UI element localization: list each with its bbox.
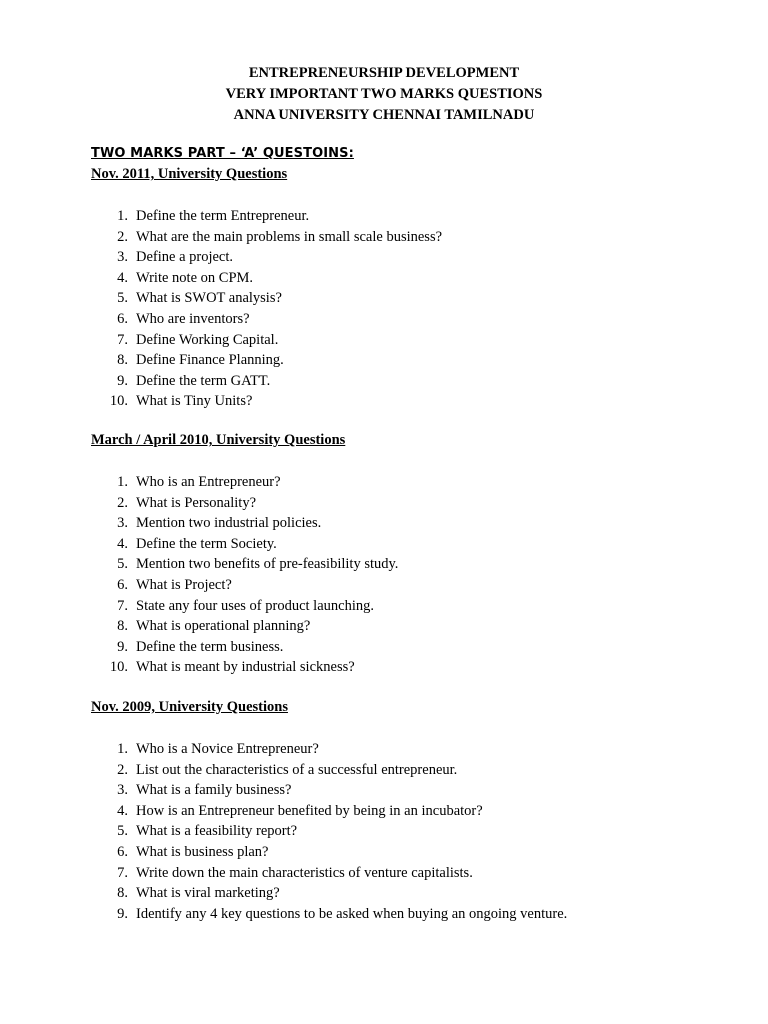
question-number: 2. [117,761,128,778]
question-number: 5. [117,290,128,307]
question-text: Mention two industrial policies. [136,515,322,532]
question-number: 9. [117,638,128,655]
question-text: Define Finance Planning. [136,352,284,369]
question-text: Who are inventors? [136,310,250,327]
question-number: 9. [117,372,128,389]
question-number: 7. [117,864,128,881]
question-number: 3. [117,249,128,266]
header-line-2: VERY IMPORTANT TWO MARKS QUESTIONS [225,86,543,102]
question-text: What is Project? [136,576,232,593]
header-line-3: ANNA UNIVERSITY CHENNAI TAMILNADU [233,107,535,123]
question-number: 6. [117,843,128,860]
question-number: 1. [117,208,128,224]
question-text: What is viral marketing? [136,885,280,902]
question-number: 6. [117,310,128,327]
question-number: 7. [117,331,128,348]
question-text: What is operational planning? [136,618,311,635]
question-text: How is an Entrepreneur benefited by being in an incubator? [136,802,483,819]
question-number: 8. [117,352,128,369]
question-number: 9. [117,905,128,922]
question-number: 1. [117,741,128,757]
question-text: Define the term Entrepreneur. [136,208,310,224]
question-number: 5. [117,556,128,573]
question-text: Define the term Society. [136,535,277,552]
question-number: 3. [117,782,128,799]
question-text: Write note on CPM. [136,269,254,286]
question-text: What are the main problems in small scale business? [136,228,443,245]
question-text: What is business plan? [136,843,269,860]
question-number: 7. [117,597,128,614]
question-number: 10. [109,393,128,410]
question-number: 2. [117,228,128,245]
header-line-1: ENTREPRENEURSHIP DEVELOPMENT [248,65,520,81]
part-a-title: TWO MARKS PART – ‘A’ QUESTOINS: [91,146,354,161]
question-number: 6. [117,576,128,593]
question-text: State any four uses of product launching. [136,597,374,614]
question-number: 3. [117,515,128,532]
question-text: Define the term business. [136,638,284,655]
question-number: 2. [117,494,128,511]
question-text: What is a family business? [136,782,292,799]
section-title-nov-2011: Nov. 2011, University Questions [91,166,288,182]
question-number: 8. [117,618,128,635]
question-text: Define Working Capital. [136,331,279,348]
question-text: Define a project. [136,249,234,266]
question-text: What is a feasibility report? [136,823,298,840]
question-number: 4. [117,535,128,552]
question-number: 1. [117,474,128,490]
question-number: 8. [117,885,128,902]
question-text: Write down the main characteristics of venture capitalists. [136,864,473,881]
question-number: 5. [117,823,128,840]
question-text: Who is a Novice Entrepreneur? [136,741,319,757]
question-number: 10. [109,659,128,676]
question-number: 4. [117,802,128,819]
document-header [0,63,768,126]
section-title-nov-2009: Nov. 2009, University Questions [91,699,288,715]
question-text: What is SWOT analysis? [136,290,282,307]
question-text: Mention two benefits of pre-feasibility study. [136,556,399,573]
question-text: What is meant by industrial sickness? [136,659,355,676]
question-text: What is Personality? [136,494,257,511]
question-text: Define the term GATT. [136,372,271,389]
question-text: Who is an Entrepreneur? [136,474,281,490]
question-text: List out the characteristics of a successful entrepreneur. [136,761,458,778]
question-text: Identify any 4 key questions to be asked when buying an ongoing venture. [136,905,568,922]
question-text: What is Tiny Units? [136,393,253,410]
question-number: 4. [117,269,128,286]
section-title-mar-apr-2010: March / April 2010, University Questions [91,432,346,448]
